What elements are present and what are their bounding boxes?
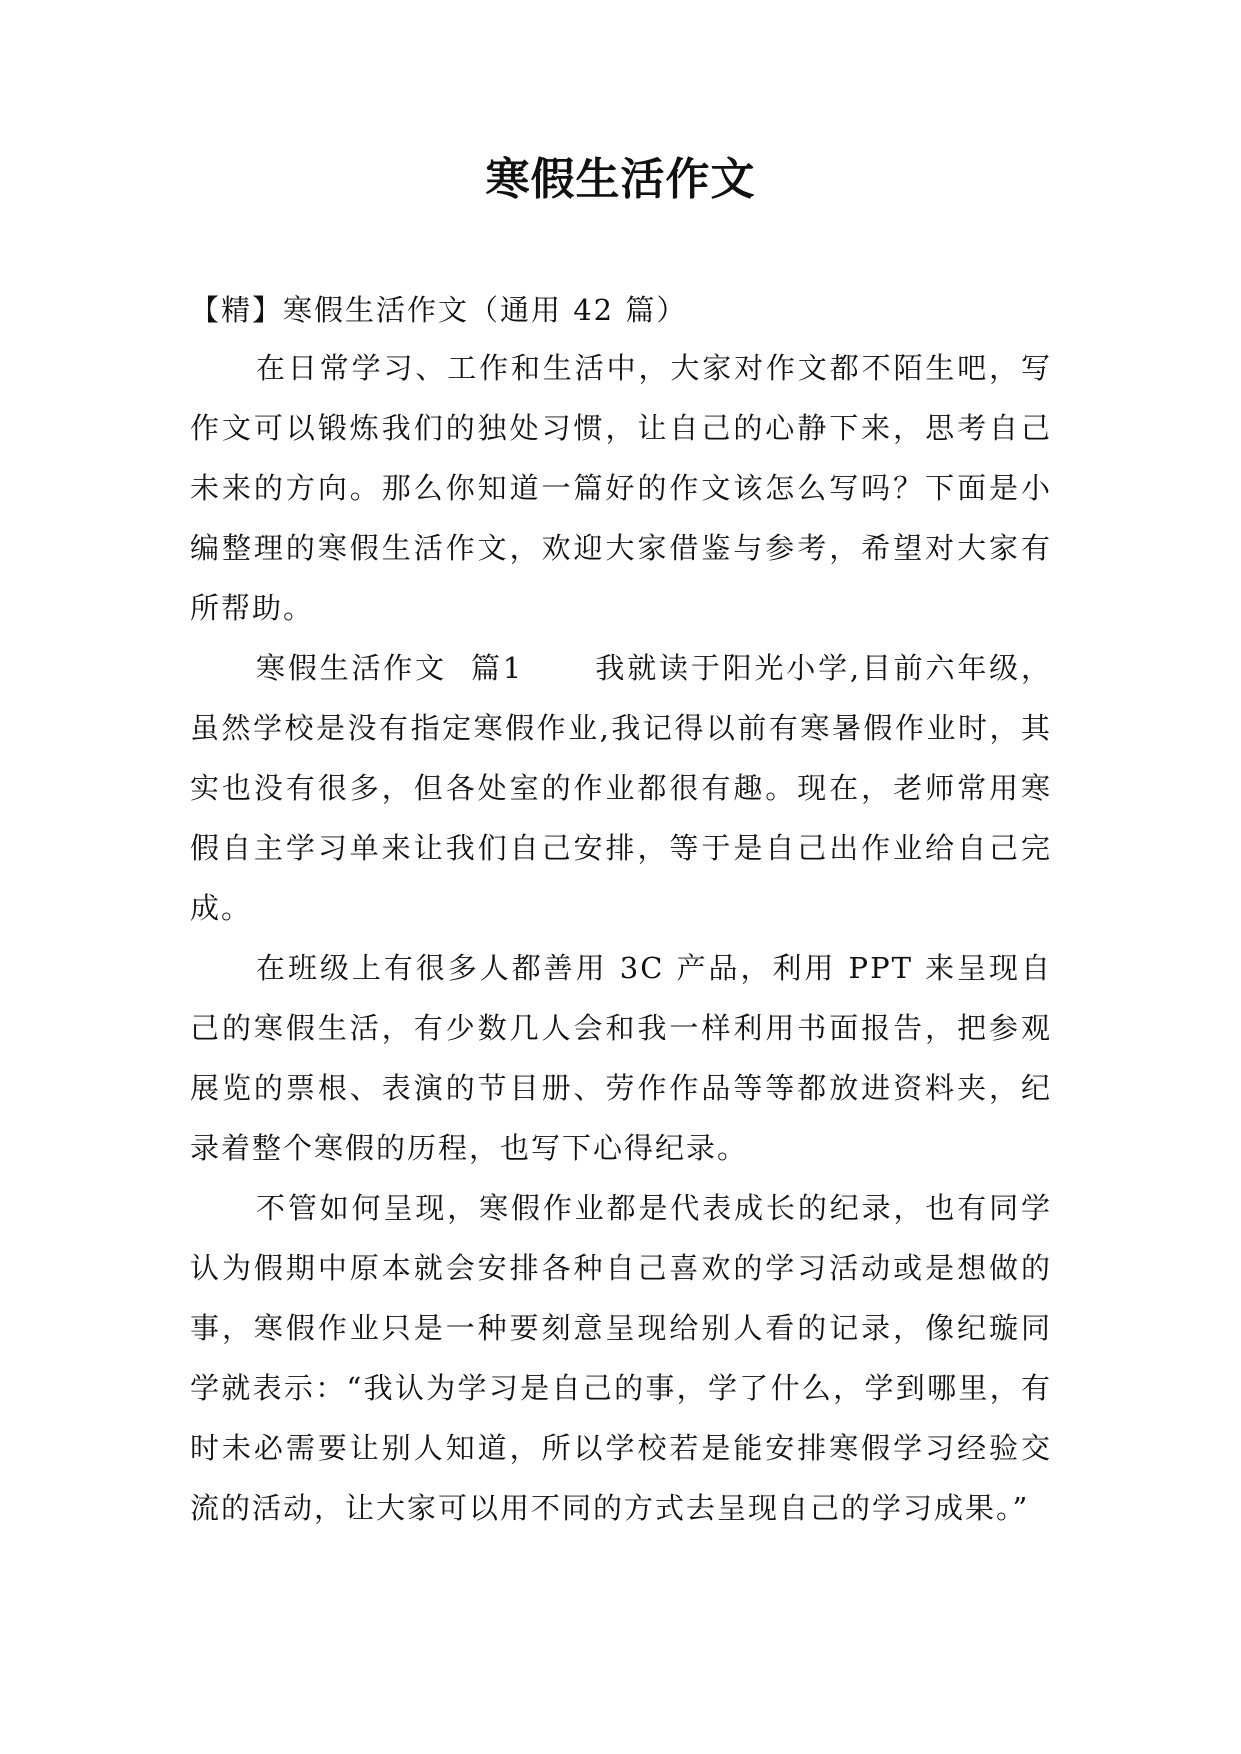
document-body [190,282,1052,1538]
paragraph-intro: 在日常学习、工作和生活中，大家对作文都不陌生吧，写作文可以锻炼我们的独处习惯，让自己的心静下来，思考自己未来的方向。那么你知道一篇好的作文该怎么写吗？下面是小编整理的寒假生活作文，欢迎大家借鉴与参考，希望对大家有所帮助。 [190,351,1052,625]
paragraph-growth-record: 不管如何呈现，寒假作业都是代表成长的纪录，也有同学认为假期中原本就会安排各种自己喜欢的学习活动或是想做的事，寒假作业只是一种要刻意呈现给别人看的记录，像纪璇同学就表示：“我认为学习是自己的事，学了什么，学到哪里，有时未必需要让别人知道，所以学校若是能安排寒假学习经验交流的活动，让大家可以用不同的方式去呈现自己的学习成果。” [190,1191,1052,1525]
paragraph-3c-products: 在班级上有很多人都善用 3C 产品，利用 PPT 来呈现自己的寒假生活，有少数几人会和我一样利用书面报告，把参观展览的票根、表演的节目册、劳作作品等等都放进资料夹，纪录着整个寒假的历程，也写下心得纪录。 [190,951,1052,1165]
paragraph-essay-1: 寒假生活作文 篇1 我就读于阳光小学,目前六年级，虽然学校是没有指定寒假作业,我记得以前有寒暑假作业时，其实也没有很多，但各处室的作业都很有趣。现在，老师常用寒假自主学习单来让我们自己安排，等于是自己出作业给自己完成。 [190,651,1052,925]
document-subtitle: 【精】寒假生活作文（通用 42 篇） [190,293,688,327]
document-title: 寒假生活作文 [485,154,756,205]
